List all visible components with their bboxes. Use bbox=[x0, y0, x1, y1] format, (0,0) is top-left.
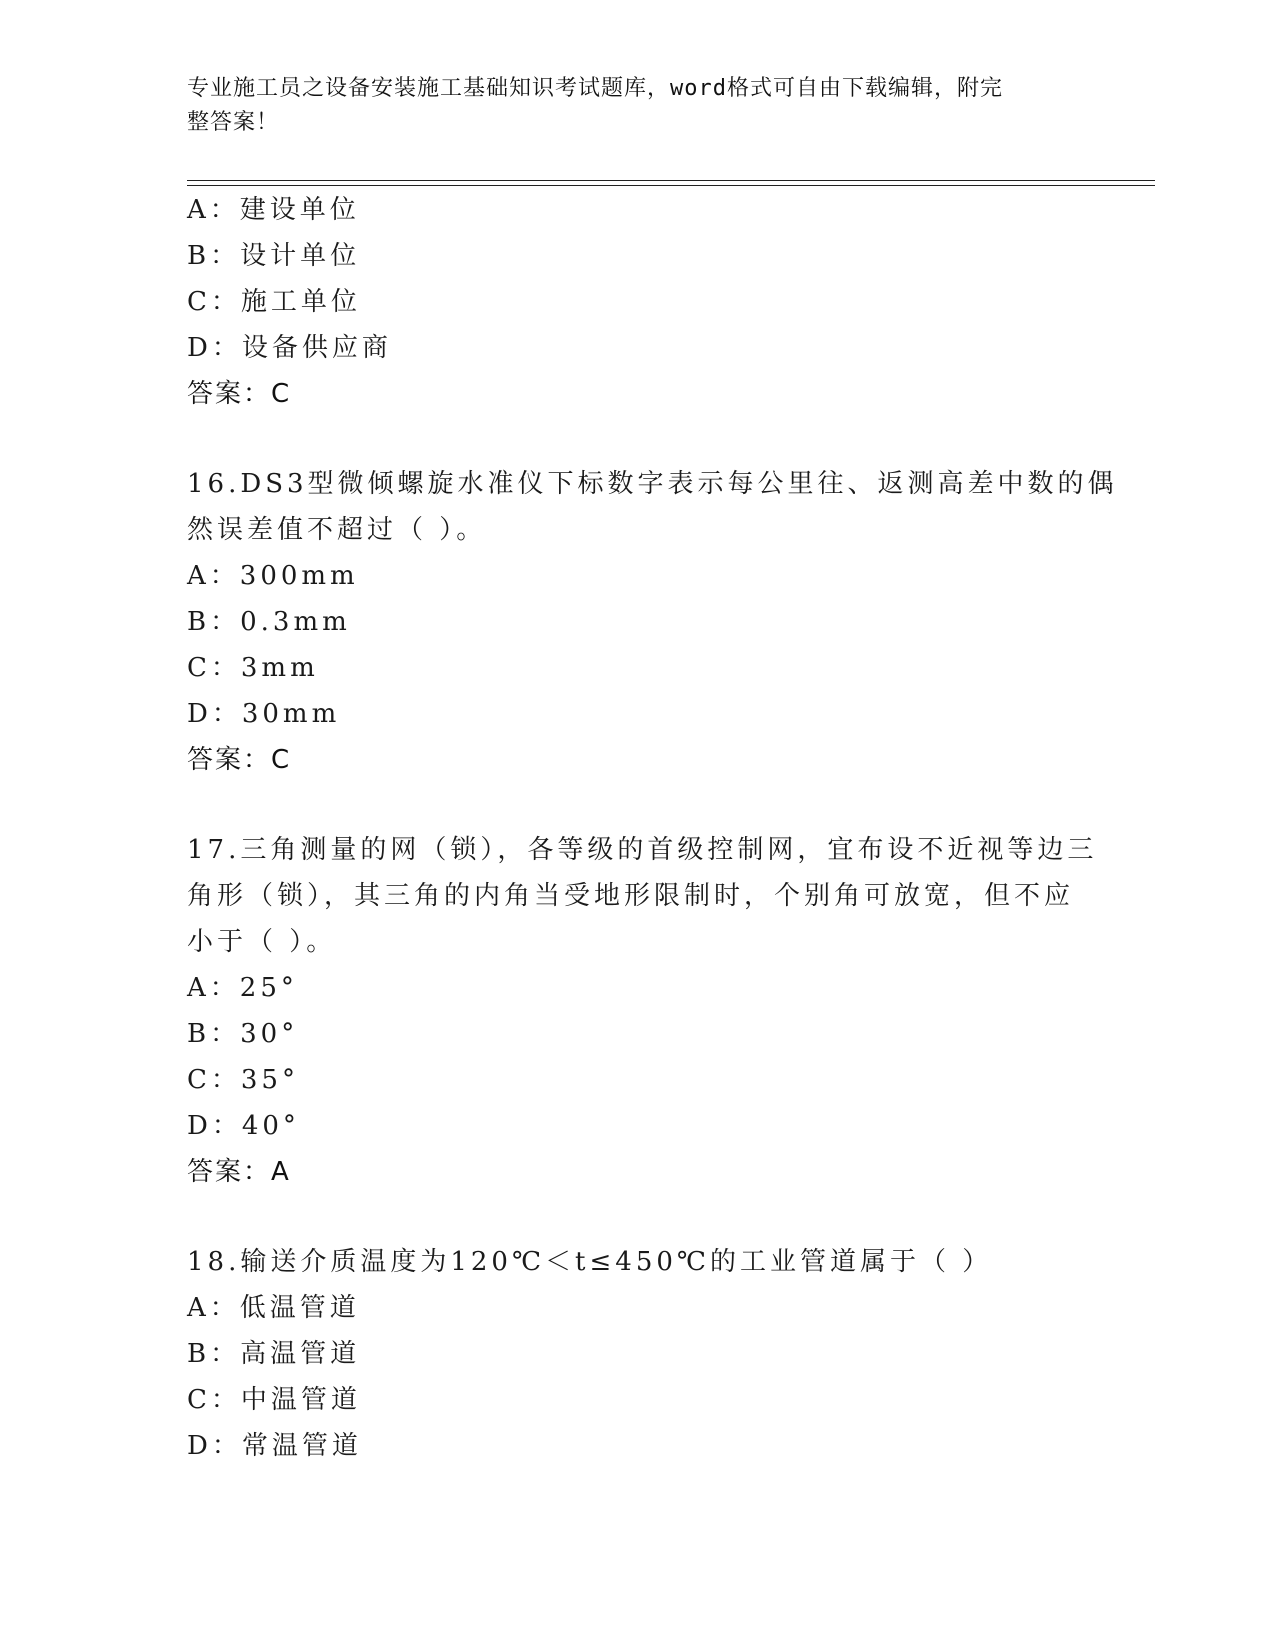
question-stem: 角形（锁），其三角的内角当受地形限制时，个别角可放宽，但不应 bbox=[187, 881, 1075, 911]
option-c: C：35° bbox=[187, 1065, 299, 1095]
question-stem: 18.输送介质温度为120℃＜t≤450℃的工业管道属于（ ） bbox=[187, 1247, 993, 1277]
answer-line: 答案：C bbox=[187, 379, 292, 409]
option-d: D：设备供应商 bbox=[187, 333, 392, 363]
question-stem: 17.三角测量的网（锁），各等级的首级控制网，宜布设不近视等边三 bbox=[187, 835, 1098, 865]
option-b: B：设计单位 bbox=[187, 241, 361, 271]
option-b: B：0.3mm bbox=[187, 607, 351, 637]
question-17 bbox=[187, 827, 1098, 1195]
question-stem: 16.DS3型微倾螺旋水准仪下标数字表示每公里往、返测高差中数的偶 bbox=[187, 469, 1118, 499]
option-d: D：40° bbox=[187, 1111, 300, 1141]
option-c: C：施工单位 bbox=[187, 287, 361, 317]
header-divider-top bbox=[187, 180, 1155, 181]
question-15 bbox=[187, 187, 1087, 417]
document-header bbox=[187, 72, 1067, 140]
option-b: B：高温管道 bbox=[187, 1339, 361, 1369]
question-stem: 然误差值不超过（ ）。 bbox=[187, 515, 487, 545]
spacer bbox=[187, 783, 1087, 827]
answer-line: 答案：A bbox=[187, 1157, 291, 1187]
question-list bbox=[187, 187, 1118, 1469]
option-a: A：建设单位 bbox=[187, 195, 360, 225]
option-a: A：300mm bbox=[187, 561, 359, 591]
option-b: B：30° bbox=[187, 1019, 299, 1049]
option-c: C：3mm bbox=[187, 653, 319, 683]
header-divider-bottom bbox=[187, 185, 1155, 186]
spacer bbox=[187, 1195, 1087, 1239]
option-c: C：中温管道 bbox=[187, 1385, 361, 1415]
question-stem: 小于（ ）。 bbox=[187, 927, 337, 957]
answer-line: 答案：C bbox=[187, 745, 292, 775]
header-line-1: 专业施工员之设备安装施工基础知识考试题库，word格式可自由下载编辑，附完 bbox=[187, 76, 1003, 101]
option-a: A：25° bbox=[187, 973, 298, 1003]
option-d: D：30mm bbox=[187, 699, 341, 729]
question-16 bbox=[187, 461, 1118, 783]
spacer bbox=[187, 417, 1087, 461]
option-d: D：常温管道 bbox=[187, 1431, 362, 1461]
option-a: A：低温管道 bbox=[187, 1293, 360, 1323]
question-18 bbox=[187, 1239, 1087, 1469]
header-line-2: 整答案！ bbox=[187, 110, 280, 135]
